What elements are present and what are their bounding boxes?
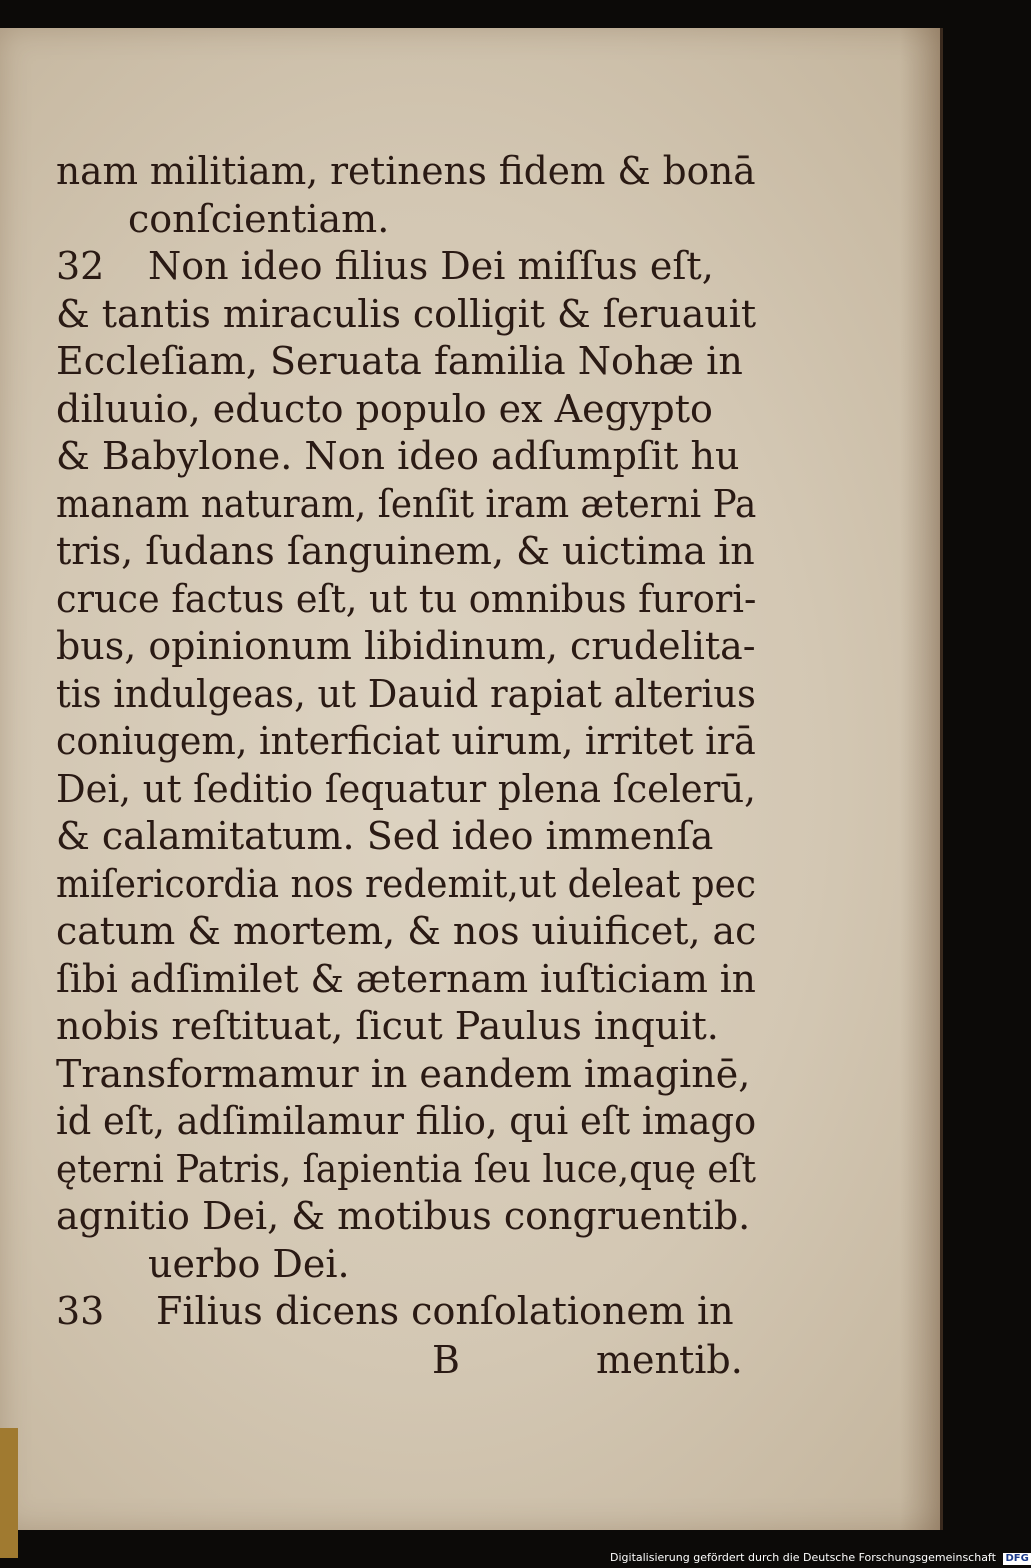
text-line-content: Non ideo filius Dei miſſus eſt, [148,244,714,288]
text-line: tis indulgeas, ut Dauid rapiat alterius [56,671,756,716]
text-line-content: Filius dicens conſolationem in [156,1289,734,1333]
text-line: ęterni Patris, ſapientia ſeu luce,quę eſt [56,1146,756,1191]
text-line: & calamitatum. Sed ideo immenſa [56,814,714,858]
text-line: diluuio, educto populo ex Aegypto [56,386,713,431]
text-line: uerbo Dei. [148,1241,350,1286]
text-line: tris, ſudans ſanguinem, & uictima in [56,529,755,573]
digitization-credit [610,1550,1031,1566]
text-line: Dei, ut ſeditio ſequatur plena ſcelerū, [56,766,756,811]
text-line: ſibi adſimilet & æternam iuſticiam in [56,956,756,1001]
text-line: catum & mortem, & nos uiuificet, ac [56,909,757,953]
page-foot-line [56,1338,756,1386]
text-line: Eccleſiam, Seruata familia Nohæ in [56,339,743,383]
text-line [56,243,746,291]
section-number: 33 [56,1289,105,1333]
text-line [56,1288,746,1336]
text-line: bus, opinionum libidinum, crudelita- [56,624,756,668]
text-line: & Babylone. Non ideo adſumpſit hu [56,434,740,478]
text-line: id eſt, adſimilamur filio, qui eſt imago [56,1099,757,1143]
text-line: nobis reſtituat, ſicut Paulus inquit. [56,1004,719,1048]
dfg-logo: DFG [1005,1553,1029,1564]
text-line: nam militiam, retinens fidem & bonā [56,149,756,193]
text-line: conſcientiam. [128,196,390,241]
section-number: 32 [56,244,105,288]
credit-text: Digitalisierung gefördert durch die Deutsche Forschungsgemeinschaft [610,1551,996,1564]
text-line: manam naturam, ſenſit iram æterni Pa [56,481,757,526]
page-text [56,148,757,1336]
text-line: agnitio Dei, & motibus congruentib. [56,1194,751,1238]
text-line: miſericordia nos redemit,ut deleat pec [56,861,756,906]
text-line: coniugem, interficiat uirum, irritet irā [56,719,756,763]
binding-strip [0,1428,18,1558]
signature-mark: B [432,1338,460,1382]
catchword: mentib. [596,1338,743,1382]
text-line: Transformamur in eandem imaginē, [56,1051,751,1096]
text-line: & tantis miraculis colligit & ſeruauit [56,291,757,336]
text-line: cruce factus eſt, ut tu omnibus furori- [56,576,757,621]
